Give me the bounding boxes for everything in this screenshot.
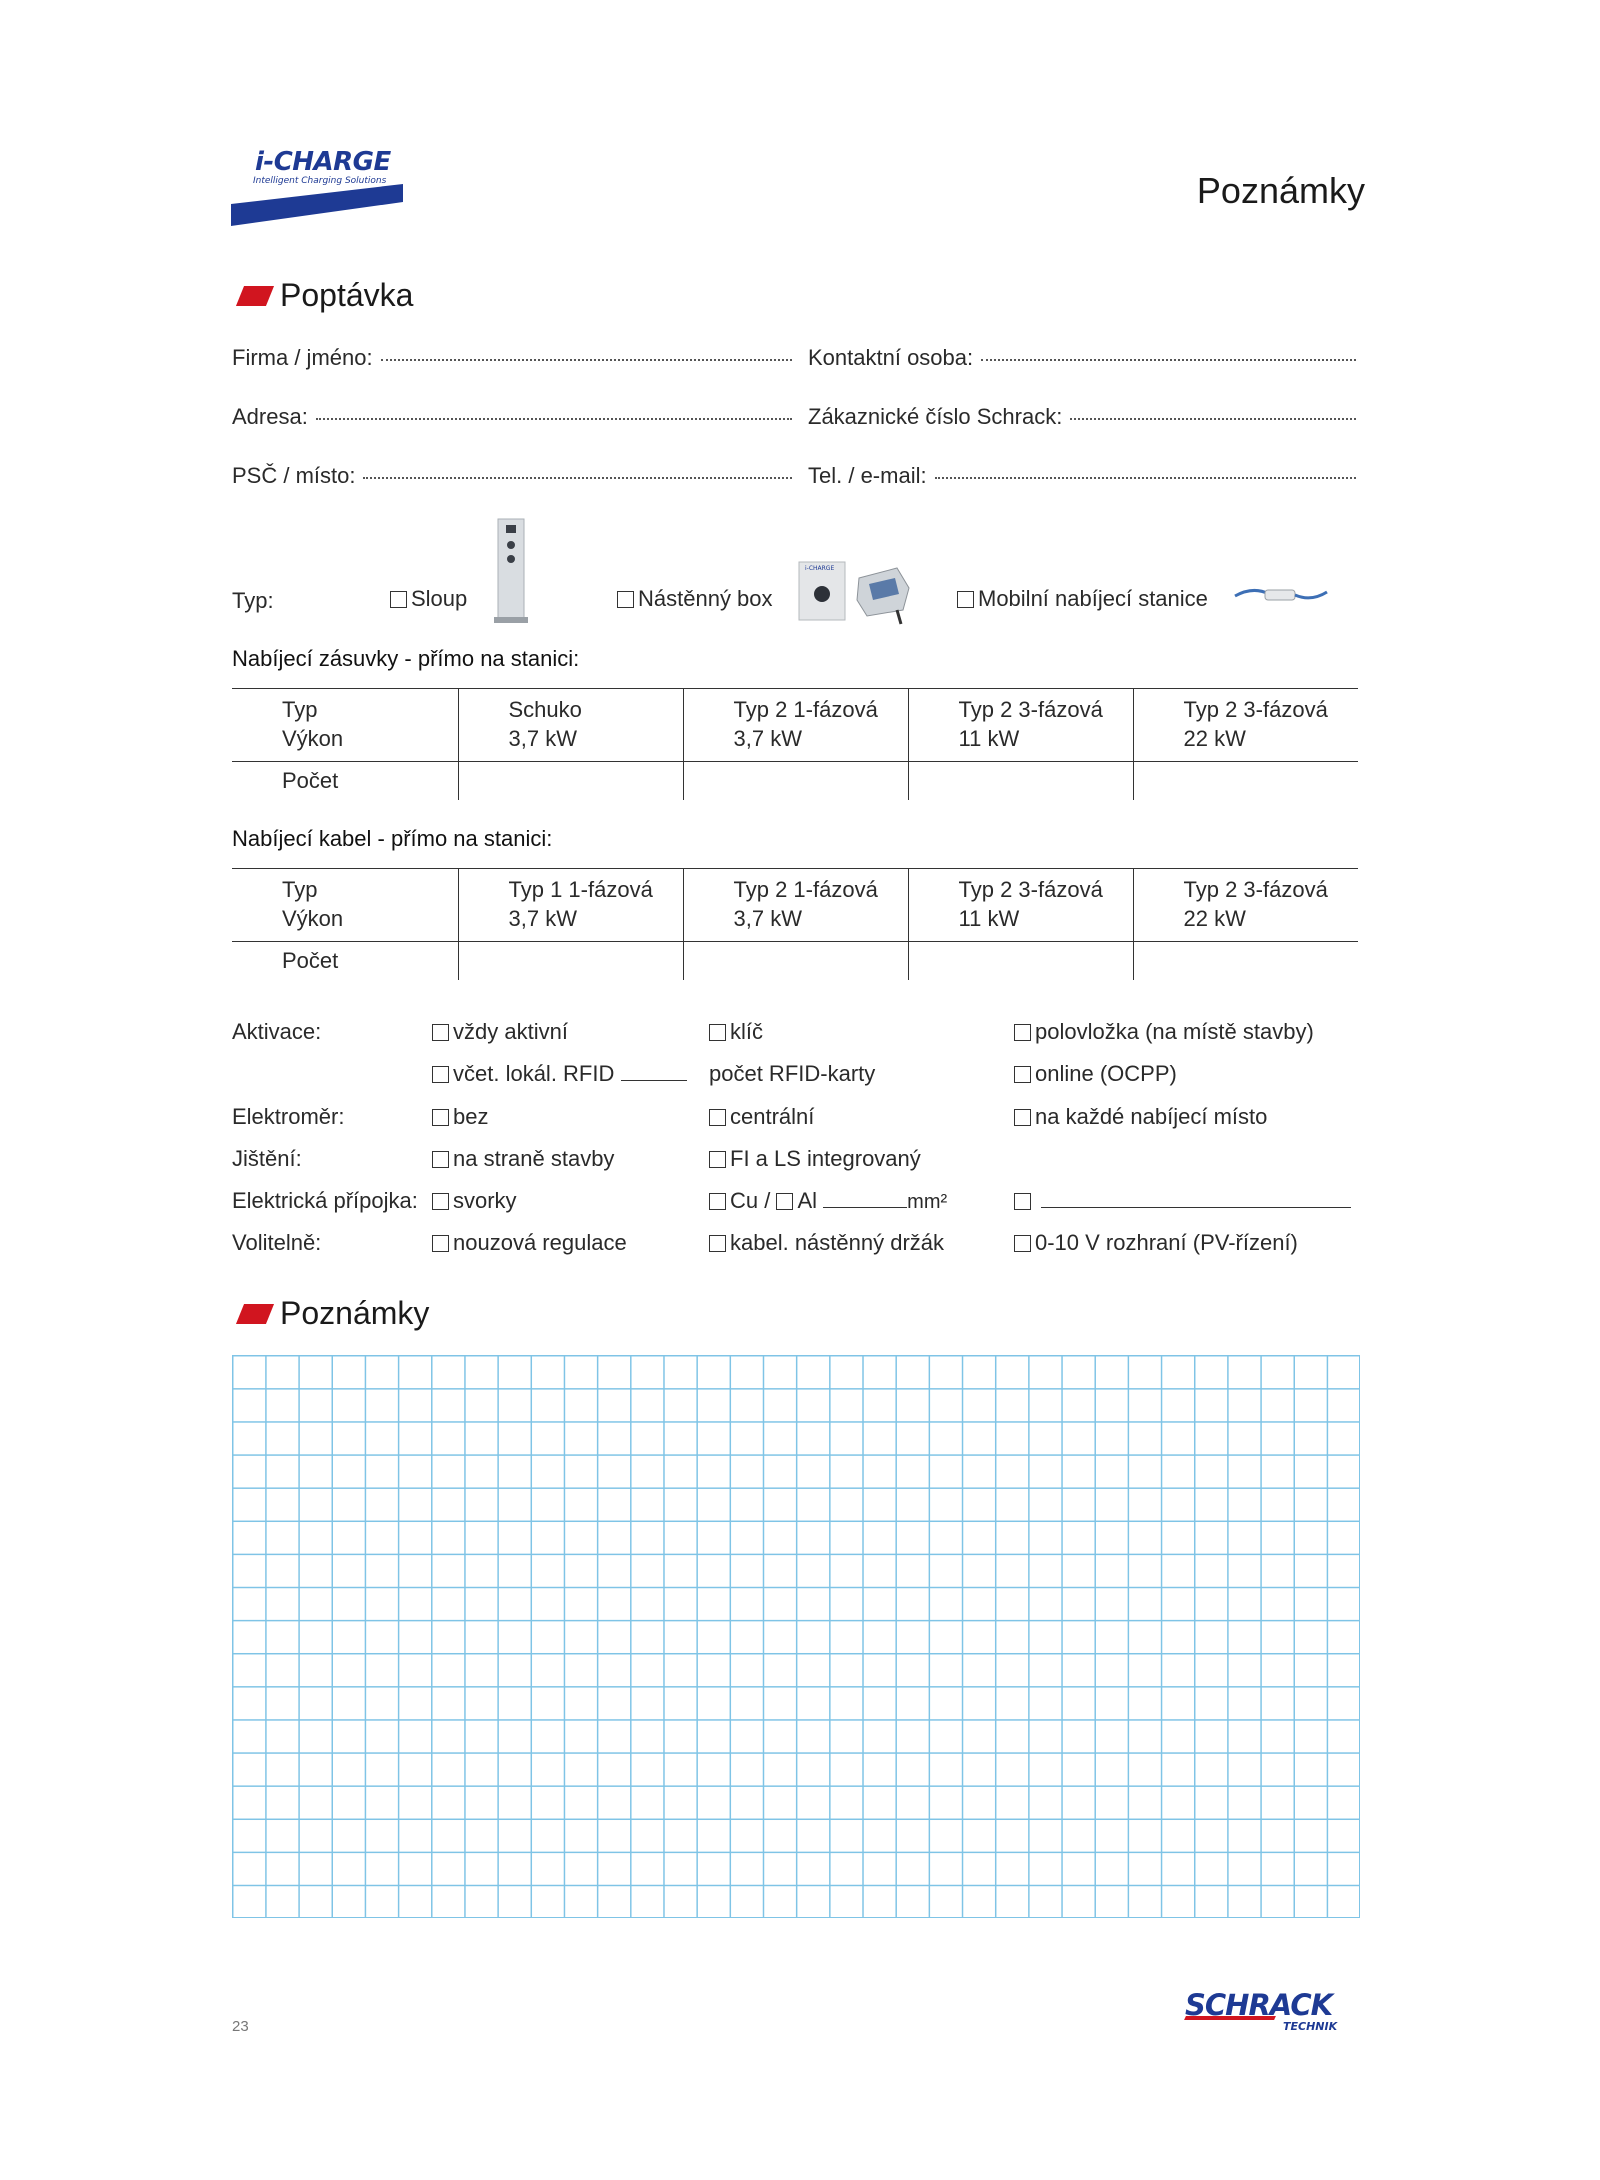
socket-power: 11 kW xyxy=(958,726,1020,751)
address-label: Adresa: xyxy=(232,404,308,429)
row-label-power: Výkon xyxy=(282,726,344,751)
checkbox[interactable] xyxy=(709,1109,726,1126)
cables-title: Nabíjecí kabel - přímo na stanici: xyxy=(232,826,553,851)
wallbox-icon xyxy=(797,560,917,626)
notes-grid[interactable] xyxy=(232,1355,1360,1918)
activation-rfid-option[interactable]: včet. lokál. RFID xyxy=(432,1061,687,1087)
cable-type: Typ 2 1-fázová xyxy=(733,877,878,902)
socket-type: Typ 2 1-fázová xyxy=(733,697,878,722)
mobile-charger-icon xyxy=(1233,580,1329,610)
type-pillar-option[interactable]: Sloup xyxy=(390,586,467,612)
checkbox[interactable] xyxy=(390,591,407,608)
phone-email-label: Tel. / e-mail: xyxy=(808,463,927,488)
section-marker-icon xyxy=(236,1304,274,1324)
socket-count-cell[interactable] xyxy=(683,762,908,801)
checkbox[interactable] xyxy=(432,1151,449,1168)
meter-central-option[interactable]: centrální xyxy=(709,1104,814,1130)
cable-count-cell[interactable] xyxy=(458,942,683,981)
checkbox[interactable] xyxy=(1014,1193,1031,1210)
connection-label: Elektrická přípojka: xyxy=(232,1188,418,1213)
meter-label: Elektroměr: xyxy=(232,1104,345,1129)
cable-type: Typ 2 3-fázová xyxy=(1183,877,1328,902)
activation-label: Aktivace: xyxy=(232,1019,322,1044)
connection-other-option[interactable] xyxy=(1014,1188,1351,1214)
checkbox[interactable] xyxy=(709,1151,726,1168)
section-marker-icon xyxy=(236,286,274,306)
cables-table xyxy=(232,868,1358,980)
sockets-table xyxy=(232,688,1358,800)
optional-interface-option[interactable]: 0-10 V rozhraní (PV-řízení) xyxy=(1014,1230,1298,1256)
checkbox[interactable] xyxy=(432,1024,449,1041)
checkbox[interactable] xyxy=(776,1193,793,1210)
cross-section-blank[interactable] xyxy=(823,1189,907,1208)
address-field[interactable] xyxy=(232,404,792,430)
checkbox[interactable] xyxy=(1014,1235,1031,1252)
socket-count-cell[interactable] xyxy=(458,762,683,801)
cable-count-cell[interactable] xyxy=(683,942,908,981)
logo-swoosh-icon xyxy=(231,180,403,228)
page-number: 23 xyxy=(232,2018,249,2035)
zip-city-field[interactable] xyxy=(232,463,792,489)
optional-holder-option[interactable]: kabel. nástěnný držák xyxy=(709,1230,944,1256)
socket-type: Typ 2 3-fázová xyxy=(1183,697,1328,722)
socket-power: 3,7 kW xyxy=(733,726,802,751)
contact-field[interactable] xyxy=(808,345,1356,371)
checkbox[interactable] xyxy=(432,1235,449,1252)
cable-power: 22 kW xyxy=(1183,906,1246,931)
type-label: Typ: xyxy=(232,588,274,613)
svg-text:i-CHARGE: i-CHARGE xyxy=(805,565,835,572)
connection-other-blank[interactable] xyxy=(1041,1189,1351,1208)
meter-none-option[interactable]: bez xyxy=(432,1104,488,1130)
cable-power: 11 kW xyxy=(958,906,1020,931)
cable-power: 3,7 kW xyxy=(508,906,577,931)
fuse-label: Jištění: xyxy=(232,1146,302,1171)
socket-type: Typ 2 3-fázová xyxy=(958,697,1103,722)
socket-count-cell[interactable] xyxy=(908,762,1133,801)
connection-material-option[interactable]: Cu / Al mm² xyxy=(709,1188,947,1214)
meter-each-option[interactable]: na každé nabíjecí místo xyxy=(1014,1104,1267,1130)
socket-power: 22 kW xyxy=(1183,726,1246,751)
row-label-power: Výkon xyxy=(282,906,344,931)
rfid-count-blank[interactable] xyxy=(621,1062,687,1081)
socket-count-cell[interactable] xyxy=(1133,762,1358,801)
fuse-integrated-option[interactable]: FI a LS integrovaný xyxy=(709,1146,921,1172)
socket-power: 3,7 kW xyxy=(508,726,577,751)
type-wallbox-option[interactable]: Nástěnný box xyxy=(617,586,773,612)
checkbox[interactable] xyxy=(432,1193,449,1210)
row-label-type: Typ xyxy=(282,697,318,722)
inquiry-title: Poptávka xyxy=(280,277,414,313)
company-label: Firma / jméno: xyxy=(232,345,373,370)
cable-count-cell[interactable] xyxy=(908,942,1133,981)
schrack-logo: SCHRACK xyxy=(1185,1988,1333,2022)
checkbox[interactable] xyxy=(1014,1066,1031,1083)
rfid-count-label: počet RFID-karty xyxy=(709,1061,876,1086)
zip-city-label: PSČ / místo: xyxy=(232,463,356,488)
row-label-count: Počet xyxy=(282,768,339,793)
schrack-logo-sub: TECHNIK xyxy=(1283,2020,1338,2033)
customer-number-label: Zákaznické číslo Schrack: xyxy=(808,404,1063,429)
i-charge-logo: i-CHARGE xyxy=(255,147,391,177)
customer-number-field[interactable] xyxy=(808,404,1356,430)
phone-email-field[interactable] xyxy=(808,463,1356,489)
checkbox[interactable] xyxy=(617,591,634,608)
cable-power: 3,7 kW xyxy=(733,906,802,931)
notes-title: Poznámky xyxy=(280,1295,430,1331)
optional-label: Volitelně: xyxy=(232,1230,322,1255)
checkbox[interactable] xyxy=(1014,1109,1031,1126)
cable-type: Typ 2 3-fázová xyxy=(958,877,1103,902)
socket-type: Schuko xyxy=(508,697,582,722)
activation-key-option[interactable]: klíč xyxy=(709,1019,763,1045)
logo-tagline: Intelligent Charging Solutions xyxy=(253,176,387,186)
activation-semi-option[interactable]: polovložka (na místě stavby) xyxy=(1014,1019,1314,1045)
checkbox[interactable] xyxy=(432,1109,449,1126)
company-field[interactable] xyxy=(232,345,792,371)
checkbox[interactable] xyxy=(709,1024,726,1041)
row-label-type: Typ xyxy=(282,877,318,902)
cable-type: Typ 1 1-fázová xyxy=(508,877,653,902)
page-title: Poznámky xyxy=(1196,170,1365,211)
fuse-site-option[interactable]: na straně stavby xyxy=(432,1146,614,1172)
cable-count-cell[interactable] xyxy=(1133,942,1358,981)
activation-online-option[interactable]: online (OCPP) xyxy=(1014,1061,1177,1087)
checkbox[interactable] xyxy=(709,1193,726,1210)
checkbox[interactable] xyxy=(432,1066,449,1083)
charging-pillar-icon xyxy=(492,515,532,627)
checkbox[interactable] xyxy=(957,591,974,608)
checkbox[interactable] xyxy=(1014,1024,1031,1041)
checkbox[interactable] xyxy=(709,1235,726,1252)
row-label-count: Počet xyxy=(282,948,339,973)
activation-always-option[interactable]: vždy aktivní xyxy=(432,1019,568,1045)
connection-terminals-option[interactable]: svorky xyxy=(432,1188,517,1214)
contact-label: Kontaktní osoba: xyxy=(808,345,974,370)
type-mobile-option[interactable]: Mobilní nabíjecí stanice xyxy=(957,586,1208,612)
sockets-title: Nabíjecí zásuvky - přímo na stanici: xyxy=(232,646,580,671)
optional-emergency-option[interactable]: nouzová regulace xyxy=(432,1230,627,1256)
